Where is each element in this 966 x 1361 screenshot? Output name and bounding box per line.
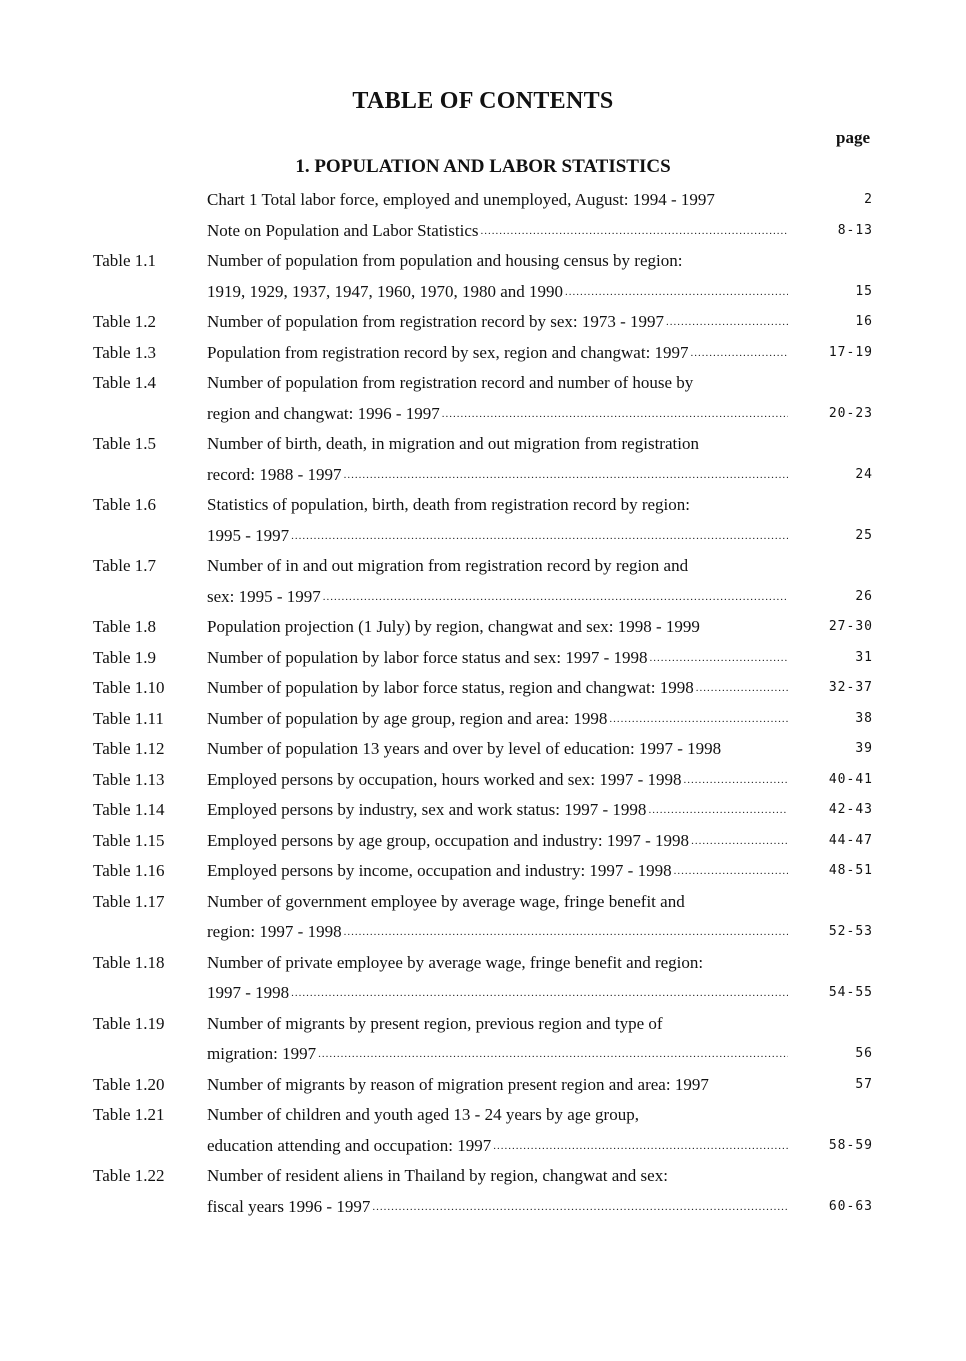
toc-entry-line xyxy=(0,277,966,308)
toc-entry xyxy=(0,887,966,948)
toc-entry-label: Table 1.15 xyxy=(93,830,165,850)
toc-entry-leader-line xyxy=(207,978,788,1009)
toc-entry-line xyxy=(0,1009,966,1040)
toc-entry-leader-line xyxy=(207,216,788,247)
dot-leader xyxy=(291,978,788,1009)
toc-entry-page-number: 58-59 xyxy=(828,1137,873,1153)
toc-entry-page-number: 32-37 xyxy=(828,680,873,695)
toc-entry-line xyxy=(0,704,966,735)
toc-entry-label: Table 1.19 xyxy=(93,1013,165,1033)
dot-leader xyxy=(323,582,788,613)
toc-entry-title: Note on Population and Labor Statistics xyxy=(207,220,479,240)
toc-entry-page-number: 27-30 xyxy=(828,619,873,634)
toc-entry-label: Table 1.9 xyxy=(93,647,157,667)
toc-entry-page-number: 60-63 xyxy=(828,1198,873,1214)
toc-entry-label: Table 1.22 xyxy=(93,1166,165,1185)
toc-entry-page-number: 42-43 xyxy=(828,802,873,817)
toc-entry xyxy=(0,216,966,247)
toc-entry-line xyxy=(0,1131,966,1162)
toc-entry-title: 1997 - 1998 xyxy=(207,983,290,1002)
dot-leader xyxy=(442,399,788,430)
dot-leader xyxy=(344,917,788,948)
toc-entry-line xyxy=(0,734,966,765)
toc-entry-page-number: 24 xyxy=(855,466,873,482)
toc-entry-title: education attending and occupation: 1997 xyxy=(207,1135,492,1155)
toc-entry-leader-line xyxy=(207,582,788,613)
toc-entry xyxy=(0,429,966,490)
toc-entry-title: Number of birth, death, in migration and out migration from registration xyxy=(207,434,699,453)
toc-entry xyxy=(0,765,966,796)
dot-leader xyxy=(674,856,788,887)
toc-entry-leader-line xyxy=(207,338,788,369)
toc-entry-title: Number of private employee by average wage, fringe benefit and region: xyxy=(207,952,704,972)
toc-entry-page-number: 40-41 xyxy=(828,771,873,787)
toc-entry-title: 1919, 1929, 1937, 1947, 1960, 1970, 1980 and 1990 xyxy=(207,281,564,301)
dot-leader xyxy=(493,1131,788,1162)
toc-entry xyxy=(0,704,966,735)
toc-entry-title: Number of population from population and housing census by region: xyxy=(207,251,683,270)
toc-entry-line xyxy=(0,185,966,216)
toc-entry-line xyxy=(0,887,966,918)
toc-entry-title: Employed persons by income, occupation and industry: 1997 - 1998 xyxy=(207,861,672,880)
dot-leader xyxy=(650,643,789,674)
toc-entry-leader-line xyxy=(207,856,788,887)
dot-leader xyxy=(648,795,788,826)
toc-entry-page-number: 26 xyxy=(855,588,873,604)
toc-entry-leader-line xyxy=(207,1131,788,1162)
toc-entry-label: Table 1.12 xyxy=(93,739,165,758)
toc-entry-label: Table 1.7 xyxy=(93,556,157,575)
toc-entry-line xyxy=(0,795,966,826)
toc-entry-line xyxy=(0,521,966,552)
toc-entry-label: Table 1.20 xyxy=(93,1074,165,1094)
toc-entry-leader-line xyxy=(207,399,788,430)
toc-entry-line xyxy=(0,399,966,430)
dot-leader xyxy=(696,673,788,704)
toc-entry xyxy=(0,612,966,643)
toc-entry-label: Table 1.14 xyxy=(93,800,165,819)
toc-entry-line xyxy=(0,978,966,1009)
toc-entry-title: Population projection (1 July) by region, changwat and sex: 1998 - 1999 xyxy=(207,617,700,636)
toc-entry-line xyxy=(0,1070,966,1101)
toc-entry-label: Table 1.2 xyxy=(93,312,157,331)
toc-entry xyxy=(0,185,966,216)
toc-entry-title: 1995 - 1997 xyxy=(207,525,290,545)
page-column-header: page xyxy=(836,128,870,147)
toc-entry-title: record: 1988 - 1997 xyxy=(207,464,342,484)
toc-entry-title: Statistics of population, birth, death from registration record by region: xyxy=(207,495,690,514)
toc-entry-leader-line xyxy=(207,1039,788,1070)
toc-entry-title: Number of population by labor force status, region and changwat: 1998 xyxy=(207,678,694,697)
toc-entry-page-number: 25 xyxy=(855,527,873,543)
toc-entry-line xyxy=(0,490,966,521)
page-title: TABLE OF CONTENTS xyxy=(352,88,614,114)
toc-entry xyxy=(0,246,966,307)
toc-entry xyxy=(0,673,966,704)
toc-entry-leader-line xyxy=(207,704,788,735)
toc-entry-page-number: 56 xyxy=(855,1046,873,1061)
toc-entry-line xyxy=(0,338,966,369)
toc-entry-label: Table 1.21 xyxy=(93,1105,165,1124)
toc-entry-page-number: 48-51 xyxy=(828,863,873,878)
toc-entry xyxy=(0,338,966,369)
toc-entry-leader-line xyxy=(207,917,788,948)
toc-entry-label: Table 1.10 xyxy=(93,678,165,697)
toc-entry xyxy=(0,643,966,674)
toc-entry-line xyxy=(0,246,966,277)
toc-entry-page-number: 38 xyxy=(855,710,873,726)
toc-entry-page-number: 17-19 xyxy=(828,344,873,360)
toc-entry-page-number: 31 xyxy=(855,649,873,665)
toc-entry-line xyxy=(0,917,966,948)
toc-entry-line xyxy=(0,1192,966,1223)
toc-entry xyxy=(0,826,966,857)
toc-entry-leader-line xyxy=(207,826,788,857)
toc-entry-title: sex: 1995 - 1997 xyxy=(207,586,321,606)
toc-entry-line xyxy=(0,368,966,399)
toc-entry-line xyxy=(0,643,966,674)
toc-entry-title: migration: 1997 xyxy=(207,1044,317,1063)
toc-entry xyxy=(0,1009,966,1070)
toc-entry-leader-line xyxy=(207,643,788,674)
dot-leader xyxy=(565,277,788,308)
dot-leader xyxy=(481,216,789,247)
toc-entry-line xyxy=(0,1161,966,1192)
toc-entry-page-number: 16 xyxy=(855,314,873,329)
toc-entry-title: Employed persons by industry, sex and work status: 1997 - 1998 xyxy=(207,800,647,819)
toc-entries xyxy=(0,185,966,1222)
toc-entry-label: Table 1.18 xyxy=(93,952,165,972)
toc-entry-title: Number of resident aliens in Thailand by region, changwat and sex: xyxy=(207,1166,668,1185)
toc-entry-page-number: 52-53 xyxy=(828,924,873,939)
toc-entry-title: Number of population by age group, region and area: 1998 xyxy=(207,708,608,728)
toc-entry-leader-line xyxy=(207,765,788,796)
dot-leader xyxy=(291,521,788,552)
toc-entry-page-number: 39 xyxy=(855,741,873,756)
toc-entry-line xyxy=(0,551,966,582)
toc-entry-title: Number of population by labor force status and sex: 1997 - 1998 xyxy=(207,647,648,667)
toc-entry-leader-line xyxy=(207,277,788,308)
dot-leader xyxy=(666,307,788,338)
toc-entry xyxy=(0,1161,966,1222)
toc-entry-line xyxy=(0,856,966,887)
dot-leader xyxy=(372,1192,788,1223)
toc-entry-line xyxy=(0,582,966,613)
dot-leader xyxy=(684,765,789,796)
toc-entry-title: fiscal years 1996 - 1997 xyxy=(207,1196,371,1216)
toc-entry xyxy=(0,1100,966,1161)
toc-entry-label: Table 1.6 xyxy=(93,495,157,514)
toc-entry-page-number: 2 xyxy=(864,192,873,207)
dot-leader xyxy=(344,460,788,491)
toc-entry xyxy=(0,490,966,551)
toc-entry-title: Population from registration record by sex, region and changwat: 1997 xyxy=(207,342,689,362)
toc-entry-title: Number of government employee by average wage, fringe benefit and xyxy=(207,891,685,911)
toc-entry-line xyxy=(0,1100,966,1131)
toc-entry-title: Number of population from registration record and number of house by xyxy=(207,373,694,392)
toc-entry-line xyxy=(0,216,966,247)
toc-entry-title: Chart 1 Total labor force, employed and unemployed, August: 1994 - 1997 xyxy=(207,190,715,209)
toc-entry-line xyxy=(0,1039,966,1070)
toc-entry xyxy=(0,948,966,1009)
toc-entry xyxy=(0,551,966,612)
toc-entry xyxy=(0,368,966,429)
toc-entry-title: Number of in and out migration from registration record by region and xyxy=(207,556,689,575)
dot-leader xyxy=(609,704,788,735)
toc-entry-label: Table 1.8 xyxy=(93,617,157,636)
toc-entry-label: Table 1.13 xyxy=(93,769,165,789)
toc-entry xyxy=(0,795,966,826)
toc-entry-leader-line xyxy=(207,795,788,826)
toc-entry-page-number: 44-47 xyxy=(828,832,873,848)
toc-entry-line xyxy=(0,948,966,979)
toc-entry-label: Table 1.4 xyxy=(93,373,157,392)
toc-entry-label: Table 1.11 xyxy=(93,708,164,728)
toc-entry xyxy=(0,734,966,765)
toc-entry-page-number: 8-13 xyxy=(837,222,873,238)
toc-entry-leader-line xyxy=(207,460,788,491)
toc-entry-title: Employed persons by occupation, hours worked and sex: 1997 - 1998 xyxy=(207,769,682,789)
toc-entry xyxy=(0,1070,966,1101)
toc-entry-title: Number of population 13 years and over by level of education: 1997 - 1998 xyxy=(207,739,722,758)
toc-entry-leader-line xyxy=(207,307,788,338)
toc-entry-label: Table 1.17 xyxy=(93,891,165,911)
toc-entry-title: Number of children and youth aged 13 - 24 years by age group, xyxy=(207,1105,639,1124)
dot-leader xyxy=(318,1039,788,1070)
dot-leader xyxy=(691,826,788,857)
toc-entry-page-number: 20-23 xyxy=(828,405,873,421)
toc-entry-title: region: 1997 - 1998 xyxy=(207,922,342,941)
toc-entry-line xyxy=(0,429,966,460)
toc-entry-title: Number of migrants by present region, previous region and type of xyxy=(207,1013,663,1033)
toc-entry-label: Table 1.5 xyxy=(93,434,157,453)
toc-entry-title: region and changwat: 1996 - 1997 xyxy=(207,403,440,423)
section-title: 1. POPULATION AND LABOR STATISTICS xyxy=(295,156,671,177)
toc-entry xyxy=(0,307,966,338)
toc-entry-label: Table 1.16 xyxy=(93,861,165,880)
toc-entry-leader-line xyxy=(207,1192,788,1223)
toc-entry-line xyxy=(0,460,966,491)
toc-entry-title: Number of migrants by reason of migration present region and area: 1997 xyxy=(207,1074,709,1094)
dot-leader xyxy=(691,338,788,369)
toc-entry-leader-line xyxy=(207,521,788,552)
toc-entry-page-number: 57 xyxy=(855,1076,873,1092)
toc-entry-page-number: 15 xyxy=(855,283,873,299)
toc-entry-line xyxy=(0,765,966,796)
toc-entry-label: Table 1.1 xyxy=(93,251,157,270)
toc-entry xyxy=(0,856,966,887)
toc-entry-leader-line xyxy=(207,673,788,704)
toc-entry-label: Table 1.3 xyxy=(93,342,157,362)
toc-entry-line xyxy=(0,826,966,857)
toc-entry-line xyxy=(0,307,966,338)
toc-entry-line xyxy=(0,612,966,643)
toc-entry-title: Number of population from registration record by sex: 1973 - 1997 xyxy=(207,312,665,331)
toc-entry-line xyxy=(0,673,966,704)
toc-entry-page-number: 54-55 xyxy=(828,985,873,1000)
toc-entry-title: Employed persons by age group, occupation and industry: 1997 - 1998 xyxy=(207,830,690,850)
